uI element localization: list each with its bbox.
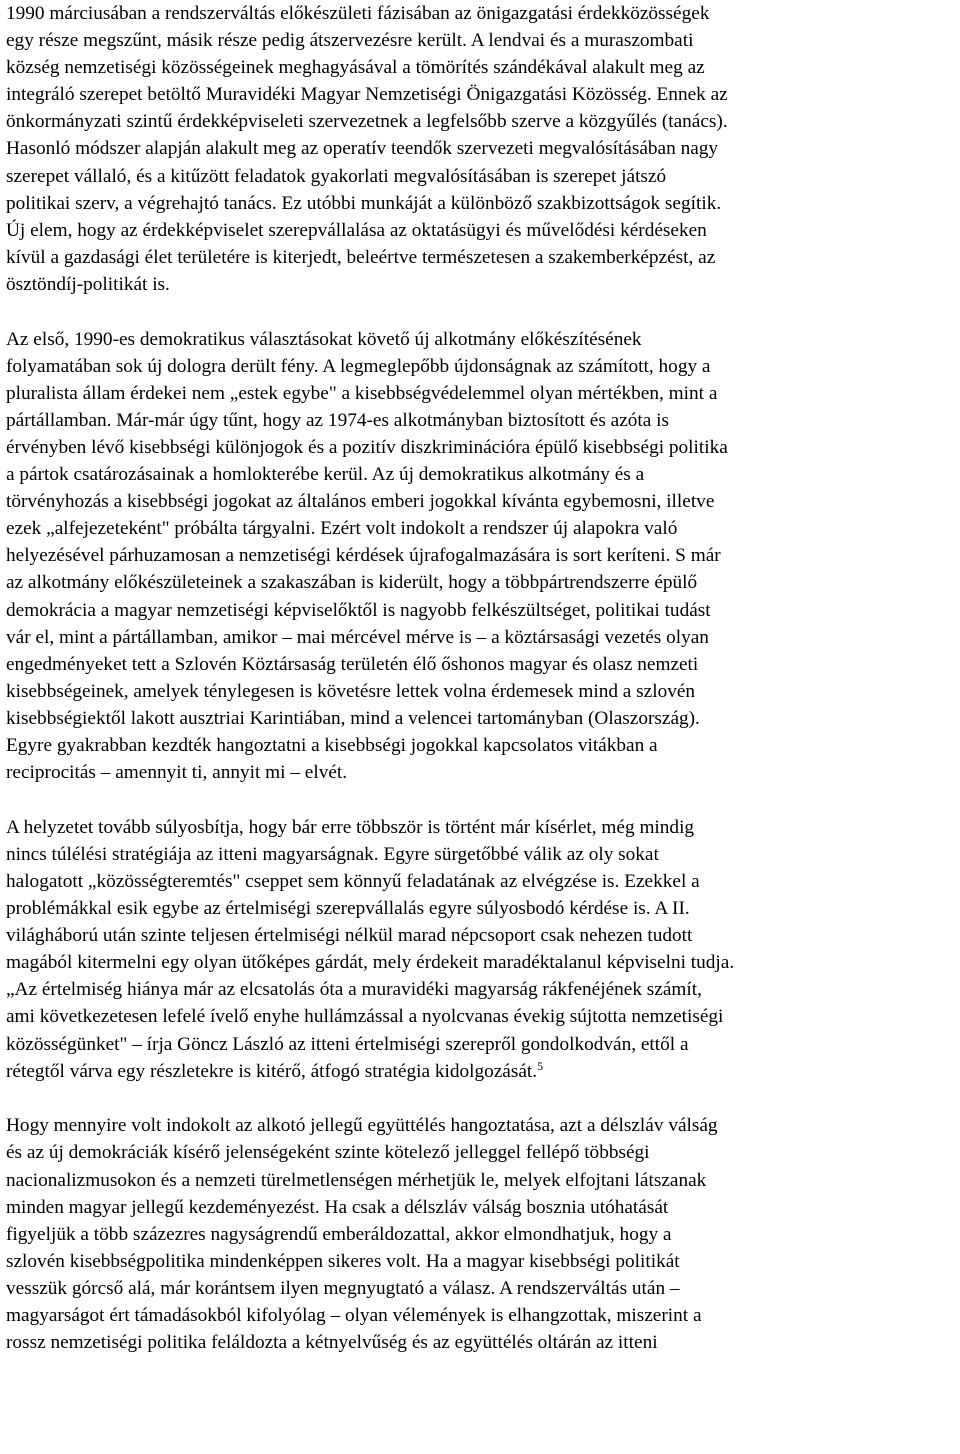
text-line: önkormányzati szintű érdekképviseleti szervezetnek a legfelsőbb szerve a közgyűlés (tanács). (6, 111, 728, 133)
footnote-marker[interactable]: 5 (537, 1058, 544, 1073)
text-line: pártállamban. Már-már úgy tűnt, hogy az 1974-es alkotmányban biztosított és azóta is (6, 409, 670, 431)
text-line: minden magyar jellegű kezdeményezést. Ha csak a délszláv válság bosznia utóhatását (6, 1196, 669, 1218)
text-line: szlovén kisebbségpolitika mindenképpen sikeres volt. Ha a magyar kisebbségi politikát (6, 1250, 680, 1272)
text-line: és az új demokráciák kísérő jelenségeként szinte kötelező jelleggel fellépő többségi (6, 1142, 650, 1164)
text-line: vár el, mint a pártállamban, amikor – mai mércével mérve is – a köztársasági vezetés olyan (6, 626, 709, 648)
paragraph-gap (6, 1085, 958, 1113)
text-line: reciprocitás – amennyit ti, annyit mi – elvét. (6, 762, 348, 784)
text-line: közösségünket" – írja Göncz László az itteni értelmiségi szerepről gondolkodván, ettől a (6, 1033, 689, 1055)
text-line: magából kitermelni egy olyan ütőképes gárdát, mely érdekeit maradéktalanul képviselni tudja. (6, 952, 735, 974)
text-line: ami következetesen lefelé ívelő enyhe hullámzással a nyolcvanas évekig sújtotta nemzetiségi (6, 1006, 724, 1028)
paragraph-1 (6, 0, 958, 298)
text-line: integráló szerepet betöltő Muravidéki Magyar Nemzetiségi Önigazgatási Közösség. Ennek az (6, 84, 728, 106)
text-line: Egyre gyakrabban kezdték hangoztatni a kisebbségi jogokkal kapcsolatos vitákban a (6, 735, 658, 757)
text-line: egy része megszűnt, másik része pedig átszervezésre került. A lendvai és a muraszombati (6, 30, 694, 52)
text-line: kisebbségeinek, amelyek ténylegesen is követésre lettek volna érdemesek mind a szlovén (6, 680, 696, 702)
paragraph-3 (6, 814, 958, 1085)
paragraph-gap (6, 298, 958, 326)
text-line: folyamatában sok új dologra derült fény. A legmeglepőbb újdonságnak az számított, hogy a (6, 355, 711, 377)
text-line: törvényhozás a kisebbségi jogokat az általános emberi jogokkal kívánta egybemosni, illetve (6, 491, 715, 513)
text-line: „Az értelmiség hiánya már az elcsatolás óta a muravidéki magyarság rákfenéjének számít, (6, 979, 702, 1001)
text-line: demokrácia a magyar nemzetiségi képviselőktől is nagyobb felkészültséget, politikai tudást (6, 599, 711, 621)
text-line: rétegtől várva egy részletekre is kitérő, átfogó stratégia kidolgozását. (6, 1060, 538, 1082)
text-line: ezek „alfejezeteként" próbálta tárgyalni. Ezért volt indokolt a rendszer új alapokra való (6, 518, 678, 540)
paragraph-gap (6, 786, 958, 814)
document-page (6, 0, 958, 1356)
text-line-with-footnote (6, 1058, 958, 1085)
text-line: vesszük górcső alá, már korántsem ilyen megnyugtató a válasz. A rendszerváltás után – (6, 1277, 680, 1299)
text-line: A helyzetet tovább súlyosbítja, hogy bár erre többször is történt már kísérlet, még mindig (6, 816, 695, 838)
text-line: az alkotmány előkészületeinek a szakaszában is kiderült, hogy a többpártrendszerre épülő (6, 572, 698, 594)
text-line: kisebbségiektől lakott ausztriai Karintiában, mind a velencei tartományban (Olaszország). (6, 707, 700, 729)
text-line: ösztöndíj-politikát is. (6, 273, 170, 295)
text-line: halogatott „közösségteremtés" cseppet sem könnyű feladatának az elvégzése is. Ezekkel a (6, 871, 700, 892)
text-line: Az első, 1990-es demokratikus választásokat követő új alkotmány előkészítésének (6, 328, 642, 350)
text-line: rossz nemzetiségi politika feláldozta a kétnyelvűség és az együttélés oltárán az itteni (6, 1332, 658, 1354)
text-line: magyarságot ért támadásokból kifolyólag – olyan vélemények is elhangzottak, miszerint a (6, 1305, 702, 1326)
paragraph-4 (6, 1112, 958, 1356)
text-line: Új elem, hogy az érdekképviselet szerepvállalása az oktatásügyi és művelődési kérdéseken (6, 219, 707, 241)
text-line: figyeljük a több százezres nagyságrendű emberáldozattal, akkor elmondhatjuk, hogy a (6, 1223, 672, 1245)
text-line: Hogy mennyire volt indokolt az alkotó jellegű együttélés hangoztatása, azt a délszláv válság (6, 1115, 718, 1137)
text-line: világháború után szinte teljesen értelmiségi nélkül marad népcsoport csak nehezen tudott (6, 925, 693, 947)
text-line: helyezésével párhuzamosan a nemzetiségi kérdések újrafogalmazására is sort keríteni. S már (6, 545, 721, 567)
text-line: engedményeket tett a Szlovén Köztársaság területén élő őshonos magyar és olasz nemzeti (6, 653, 699, 675)
text-line: nacionalizmusokon és a nemzeti türelmetlenségen mérhetjük le, melyek elfojtani látszanak (6, 1169, 707, 1191)
text-line: nincs túlélési stratégiája az itteni magyarságnak. Egyre sürgetőbbé válik az oly sokat (6, 843, 659, 865)
text-line: kívül a gazdasági élet területére is kiterjedt, beleértve természetesen a szakemberképzést, az (6, 246, 716, 268)
text-line: érvényben lévő kisebbségi különjogok és a pozitív diszkriminációra épülő kisebbségi politika (6, 437, 728, 458)
text-line: a pártok csatározásainak a homlokterébe kerül. Az új demokratikus alkotmány és a (6, 464, 645, 486)
paragraph-2 (6, 326, 958, 787)
text-line: pluralista állam érdekei nem „estek egybe" a kisebbségvédelemmel olyan mértékben, mint a (6, 382, 718, 404)
text-line: község nemzetiségi közösségeinek meghagyásával a tömörítés szándékával alakult meg az (6, 57, 705, 79)
text-line: 1990 márciusában a rendszerváltás előkészületi fázisában az önigazgatási érdekközösségek (6, 3, 710, 24)
text-line: szerepet vállaló, és a kitűzött feladatok gyakorlati megvalósításában is szerepet játszó (6, 165, 667, 187)
text-line: politikai szerv, a végrehajtó tanács. Ez utóbbi munkáját a különböző szakbizottságok segítik. (6, 192, 722, 214)
text-line: problémákkal esik egybe az értelmiségi szerepvállalás egyre súlyosbodó kérdése is. A II. (6, 898, 690, 920)
text-line: Hasonló módszer alapján alakult meg az operatív teendők szervezeti megvalósításában nagy (6, 138, 719, 160)
